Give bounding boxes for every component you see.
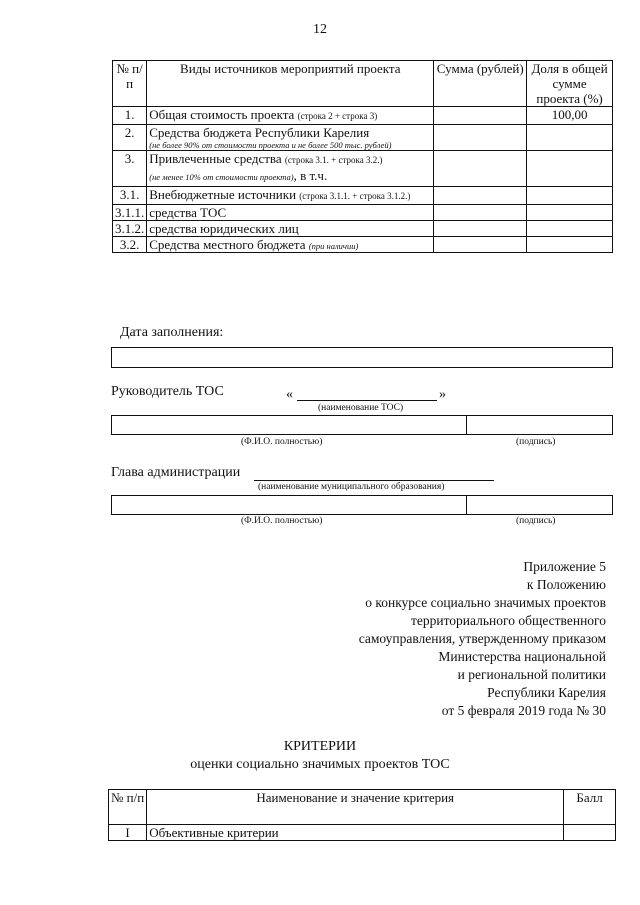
- row-sum[interactable]: [434, 237, 527, 253]
- header-name: Наименование и значение критерия: [147, 790, 564, 825]
- admin-sign-field[interactable]: [466, 495, 613, 515]
- row-num: 3.1.2.: [113, 221, 147, 237]
- sources-table: [112, 60, 613, 253]
- appendix-line: Республики Карелия: [487, 685, 606, 700]
- row-name: средства юридических лиц: [147, 221, 434, 237]
- appendix-line: о конкурсе социально значимых проектов: [365, 595, 606, 610]
- row-sum[interactable]: [434, 221, 527, 237]
- tos-sign-field[interactable]: [466, 415, 613, 435]
- appendix-line: территориального общественного: [410, 613, 606, 628]
- header-num: № п/п: [109, 790, 147, 825]
- admin-fio-field[interactable]: [111, 495, 467, 515]
- row-num: 3.2.: [113, 237, 147, 253]
- criteria-title: КРИТЕРИИ: [283, 739, 357, 754]
- table-row: [113, 237, 613, 253]
- head-admin-label: Глава администрации: [111, 465, 241, 480]
- appendix-header: [359, 558, 606, 720]
- row-name: средства ТОС: [147, 205, 434, 221]
- fill-date-label: Дата заполнения:: [120, 325, 224, 340]
- tos-name-caption: (наименование ТОС): [318, 403, 404, 413]
- row-sum[interactable]: [434, 125, 527, 151]
- table-header-row: [113, 61, 613, 107]
- row-name: Средства бюджета Республики Карелия (не более 90% от стоимости проекта и не более 500 тыс. рублей): [147, 125, 434, 151]
- row-share: 100,00: [527, 107, 613, 125]
- row-sum[interactable]: [434, 187, 527, 205]
- table-row: [113, 107, 613, 125]
- row-num: 1.: [113, 107, 147, 125]
- admin-name-line[interactable]: [254, 466, 494, 481]
- criteria-subtitle: оценки социально значимых проектов ТОС: [190, 757, 450, 772]
- header-score: Балл: [564, 790, 616, 825]
- row-num: 2.: [113, 125, 147, 151]
- criteria-table: [108, 789, 616, 841]
- table-row: [113, 151, 613, 187]
- row-num: 3.1.: [113, 187, 147, 205]
- row-share[interactable]: [527, 237, 613, 253]
- appendix-line: к Положению: [526, 577, 606, 592]
- header-share: Доля в общей сумме проекта (%): [527, 61, 613, 107]
- table-row: [109, 825, 616, 841]
- appendix-line: Министерства национальной: [438, 649, 606, 664]
- appendix-line: от 5 февраля 2019 года № 30: [441, 703, 606, 718]
- tos-fio-caption: (Ф.И.О. полностью): [241, 437, 323, 447]
- row-num: I: [109, 825, 147, 841]
- row-name: Внебюджетные источники (строка 3.1.1. + строка 3.1.2.): [147, 187, 434, 205]
- admin-sign-caption: (подпись): [516, 516, 556, 526]
- row-share[interactable]: [527, 205, 613, 221]
- tos-fio-field[interactable]: [111, 415, 467, 435]
- appendix-line: Приложение 5: [523, 559, 606, 574]
- row-share[interactable]: [527, 151, 613, 187]
- table-row: [113, 187, 613, 205]
- row-share[interactable]: [527, 187, 613, 205]
- appendix-line: и региональной политики: [457, 667, 606, 682]
- row-num: 3.1.1.: [113, 205, 147, 221]
- tos-name-line[interactable]: [297, 385, 437, 401]
- row-share[interactable]: [527, 125, 613, 151]
- quote-close: »: [439, 387, 446, 402]
- fill-date-field[interactable]: [111, 347, 613, 368]
- row-sum[interactable]: [434, 107, 527, 125]
- page-number: 12: [313, 22, 327, 37]
- header-name: Виды источников мероприятий проекта: [147, 61, 434, 107]
- header-sum: Сумма (рублей): [434, 61, 527, 107]
- appendix-line: самоуправления, утвержденному приказом: [358, 631, 606, 646]
- header-num: № п/п: [113, 61, 147, 107]
- table-header-row: [109, 790, 616, 825]
- quote-open: «: [286, 387, 293, 402]
- row-name: Средства местного бюджета (при наличии): [147, 237, 434, 253]
- admin-name-caption: (наименование муниципального образования): [258, 482, 445, 492]
- admin-fio-caption: (Ф.И.О. полностью): [241, 516, 323, 526]
- head-tos-label: Руководитель ТОС: [111, 384, 224, 399]
- row-share[interactable]: [527, 221, 613, 237]
- row-num: 3.: [113, 151, 147, 187]
- row-sum[interactable]: [434, 151, 527, 187]
- table-row: [113, 221, 613, 237]
- table-row: [113, 205, 613, 221]
- row-name: Привлеченные средства (строка 3.1. + строка 3.2.) (не менее 10% от стоимости проекта), в т.ч.: [147, 151, 434, 187]
- tos-sign-caption: (подпись): [516, 437, 556, 447]
- row-name: Объективные критерии: [147, 825, 564, 841]
- row-name: Общая стоимость проекта (строка 2 + строка 3): [147, 107, 434, 125]
- row-sum[interactable]: [434, 205, 527, 221]
- row-score[interactable]: [564, 825, 616, 841]
- table-row: [113, 125, 613, 151]
